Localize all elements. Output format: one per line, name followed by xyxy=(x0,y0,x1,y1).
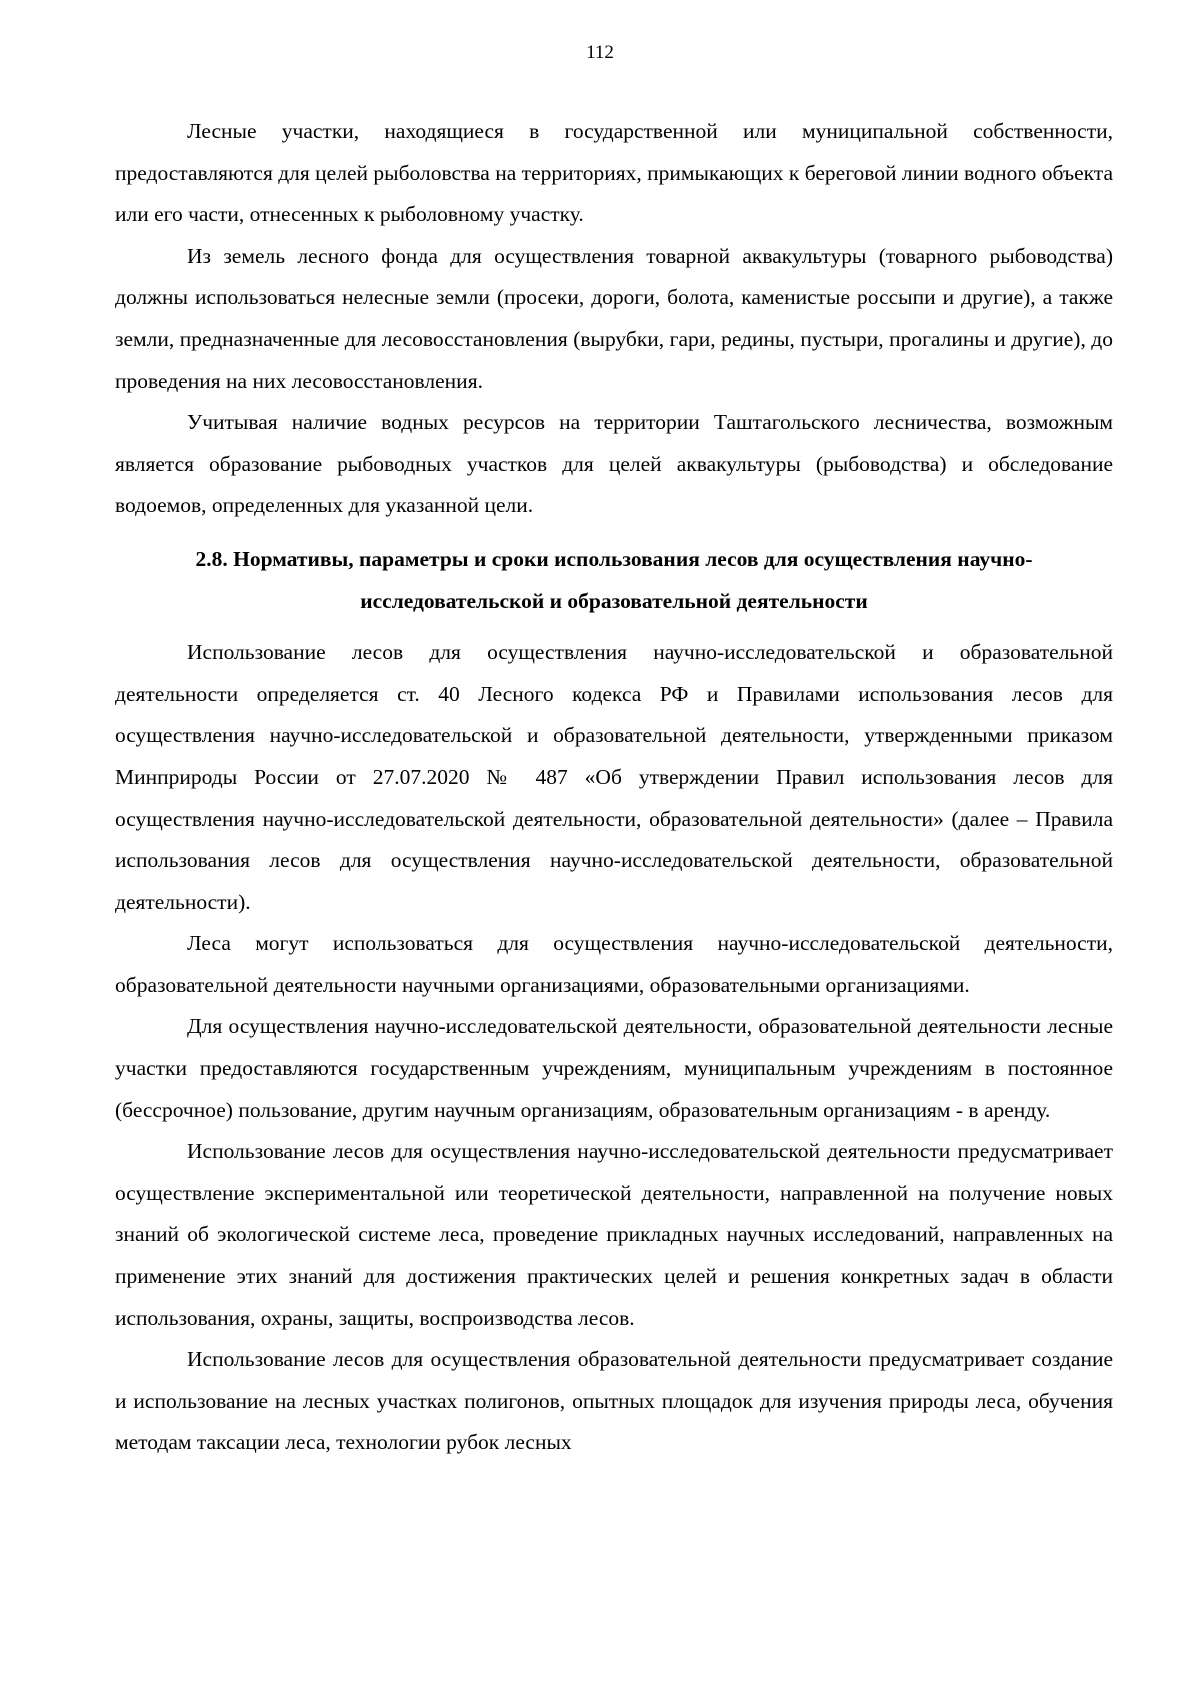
paragraph: Для осуществления научно-исследовательской деятельности, образовательной деятельности лесные участки предоставляются государственным учреждениям, муниципальным учреждениям в постоянное (бессрочное) пользование, другим научным организациям, образовательным организациям - в аренду. xyxy=(115,1014,1113,1122)
section-heading: 2.8. Нормативы, параметры и сроки использования лесов для осуществления научно-исследовательской и образовательной деятельности xyxy=(195,546,1033,613)
paragraph: Использование лесов для осуществления научно-исследовательской и образовательной деятельности определяется ст. 40 Лесного кодекса РФ и Правилами использования лесов для осуществления научно-исследовательской и образовательной деятельности, утвержденными приказом Минприроды России от 27.07.2020 № 487 «Об утверждении Правил использования лесов для осуществления научно-исследовательской деятельности, образовательной деятельности» (далее – Правила использования лесов для осуществления научно-исследовательской деятельности, образовательной деятельности). xyxy=(115,640,1113,914)
paragraph: Лесные участки, находящиеся в государственной или муниципальной собственности, предоставляются для целей рыболовства на территориях, примыкающих к береговой линии водного объекта или его части, отнесенных к рыболовному участку. xyxy=(115,119,1113,227)
paragraph: Использование лесов для осуществления научно-исследовательской деятельности предусматривает осуществление экспериментальной или теоретической деятельности, направленной на получение новых знаний об экологической системе леса, проведение прикладных научных исследований, направленных на применение этих знаний для достижения практических целей и решения конкретных задач в области использования, охраны, защиты, воспроизводства лесов. xyxy=(115,1139,1113,1330)
paragraph: Леса могут использоваться для осуществления научно-исследовательской деятельности, образовательной деятельности научными организациями, образовательными организациями. xyxy=(115,931,1113,997)
paragraph: Учитывая наличие водных ресурсов на территории Таштагольского лесничества, возможным является образование рыбоводных участков для целей аквакультуры (рыбоводства) и обследование водоемов, определенных для указанной цели. xyxy=(115,410,1113,518)
page-number: 112 xyxy=(586,42,614,63)
paragraph: Использование лесов для осуществления образовательной деятельности предусматривает создание и использование на лесных участках полигонов, опытных площадок для изучения природы леса, обучения методам таксации леса, технологии рубок лесных xyxy=(115,1347,1113,1455)
paragraph: Из земель лесного фонда для осуществления товарной аквакультуры (товарного рыбоводства) должны использоваться нелесные земли (просеки, дороги, болота, каменистые россыпи и другие), а также земли, предназначенные для лесовосстановления (вырубки, гари, редины, пустыри, прогалины и другие), до проведения на них лесовосстановления. xyxy=(115,243,1113,393)
document-body xyxy=(115,111,1113,1464)
